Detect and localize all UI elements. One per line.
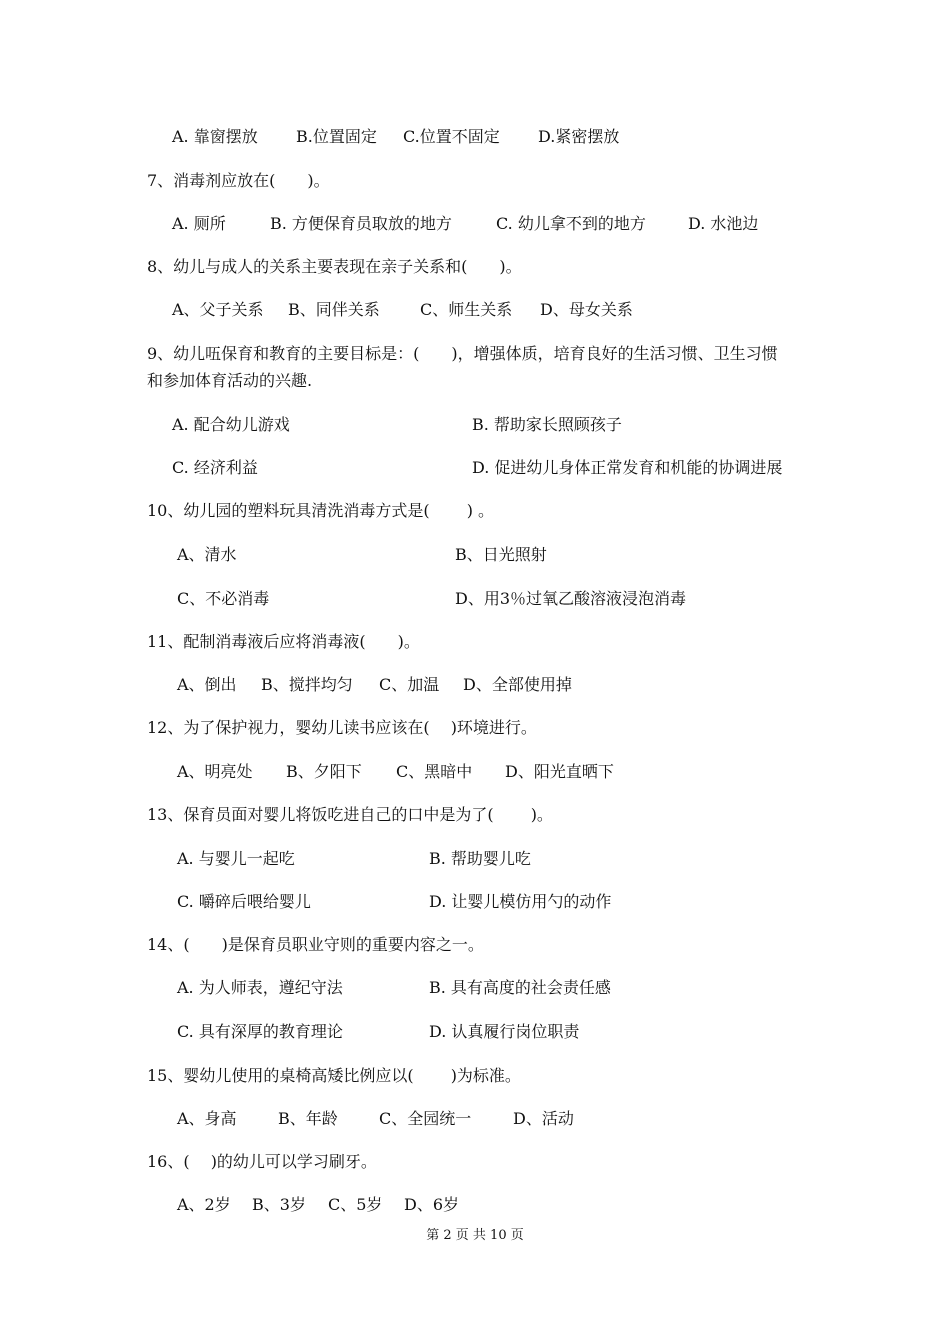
option-c: C. 具有深厚的教育理论 <box>177 1022 343 1041</box>
option-c: C、加温 <box>379 675 440 694</box>
option-d: D、母女关系 <box>540 300 633 319</box>
option-d: D、6岁 <box>404 1195 460 1214</box>
option-a: A、清水 <box>177 545 237 564</box>
question-stem: 9、幼儿㕶保育和教育的主要目标是：( )，增强体质，培育良好的生活习惯、卫生习惯 <box>147 344 778 363</box>
option-b: B. 帮助家长照顾孩子 <box>472 415 622 434</box>
question-stem: 7、消毒剂应放在( )。 <box>147 171 330 190</box>
question-stem: 16、( )的幼儿可以学习刷牙。 <box>147 1152 377 1171</box>
option-a: A. 靠窗摆放 <box>172 127 258 146</box>
option-d: D、活动 <box>513 1109 574 1128</box>
option-b: B、搅拌均匀 <box>261 675 353 694</box>
option-a: A. 与婴儿一起吃 <box>177 849 295 868</box>
option-d: D. 认真履行岗位职责 <box>429 1022 580 1041</box>
option-a: A. 配合幼儿游戏 <box>172 415 290 434</box>
question-stem: 12、为了保护视力，婴幼儿读书应该在( )环境进行。 <box>147 718 537 737</box>
option-d: D、全部使用掉 <box>463 675 572 694</box>
option-d: D、用3％过氧乙酸溶液浸泡消毒 <box>455 589 687 608</box>
option-d: D. 让婴儿模仿用勺的动作 <box>429 892 612 911</box>
question-stem: 13、保育员面对婴儿将饭吃进自己的口中是为了( )。 <box>147 805 553 824</box>
option-a: A、父子关系 <box>172 300 264 319</box>
option-a: A、明亮处 <box>177 762 253 781</box>
option-a: A、2岁 <box>177 1195 231 1214</box>
option-c: C. 经济利益 <box>172 458 258 477</box>
option-d: D. 水池边 <box>688 214 759 233</box>
option-c: C. 幼儿拿不到的地方 <box>496 214 646 233</box>
option-b: B. 帮助婴儿吃 <box>429 849 531 868</box>
question-stem-continued: 和参加体育活动的兴趣. <box>147 371 313 390</box>
option-c: C、不必消毒 <box>177 589 270 608</box>
option-a: A、身高 <box>177 1109 237 1128</box>
option-c: C、黑暗中 <box>396 762 473 781</box>
option-b: B、3岁 <box>252 1195 306 1214</box>
option-b: B、同伴关系 <box>288 300 380 319</box>
option-a: A、倒出 <box>177 675 237 694</box>
option-c: C、5岁 <box>328 1195 383 1214</box>
option-c: C、师生关系 <box>420 300 513 319</box>
question-stem: 11、配制消毒液后应将消毒液( )。 <box>147 632 420 651</box>
question-stem: 8、幼儿与成人的关系主要表现在亲子关系和( )。 <box>147 257 522 276</box>
option-a: A. 为人师表，遵纪守法 <box>177 978 343 997</box>
question-stem: 10、幼儿园的塑料玩具清洗消毒方式是( ) 。 <box>147 501 495 520</box>
option-b: B. 方便保育员取放的地方 <box>270 214 452 233</box>
option-b: B、夕阳下 <box>286 762 362 781</box>
option-c: C、全园统一 <box>379 1109 472 1128</box>
option-d: D、阳光直晒下 <box>505 762 614 781</box>
option-b: B.位置固定 <box>296 127 377 146</box>
option-d: D.紧密摆放 <box>538 127 620 146</box>
question-stem: 14、( )是保育员职业守则的重要内容之一。 <box>147 935 484 954</box>
page-number-footer: 第 2 页 共 10 页 <box>426 1228 524 1243</box>
question-stem: 15、婴幼儿使用的桌椅高矮比例应以( )为标准。 <box>147 1066 521 1085</box>
option-b: B、年龄 <box>278 1109 338 1128</box>
option-b: B、日光照射 <box>455 545 547 564</box>
option-b: B. 具有高度的社会责任感 <box>429 978 611 997</box>
option-c: C. 嚼碎后喂给婴儿 <box>177 892 311 911</box>
option-d: D. 促进幼儿身体正常发育和机能的协调进展 <box>472 458 783 477</box>
option-a: A. 厕所 <box>172 214 226 233</box>
option-c: C.位置不固定 <box>403 127 500 146</box>
